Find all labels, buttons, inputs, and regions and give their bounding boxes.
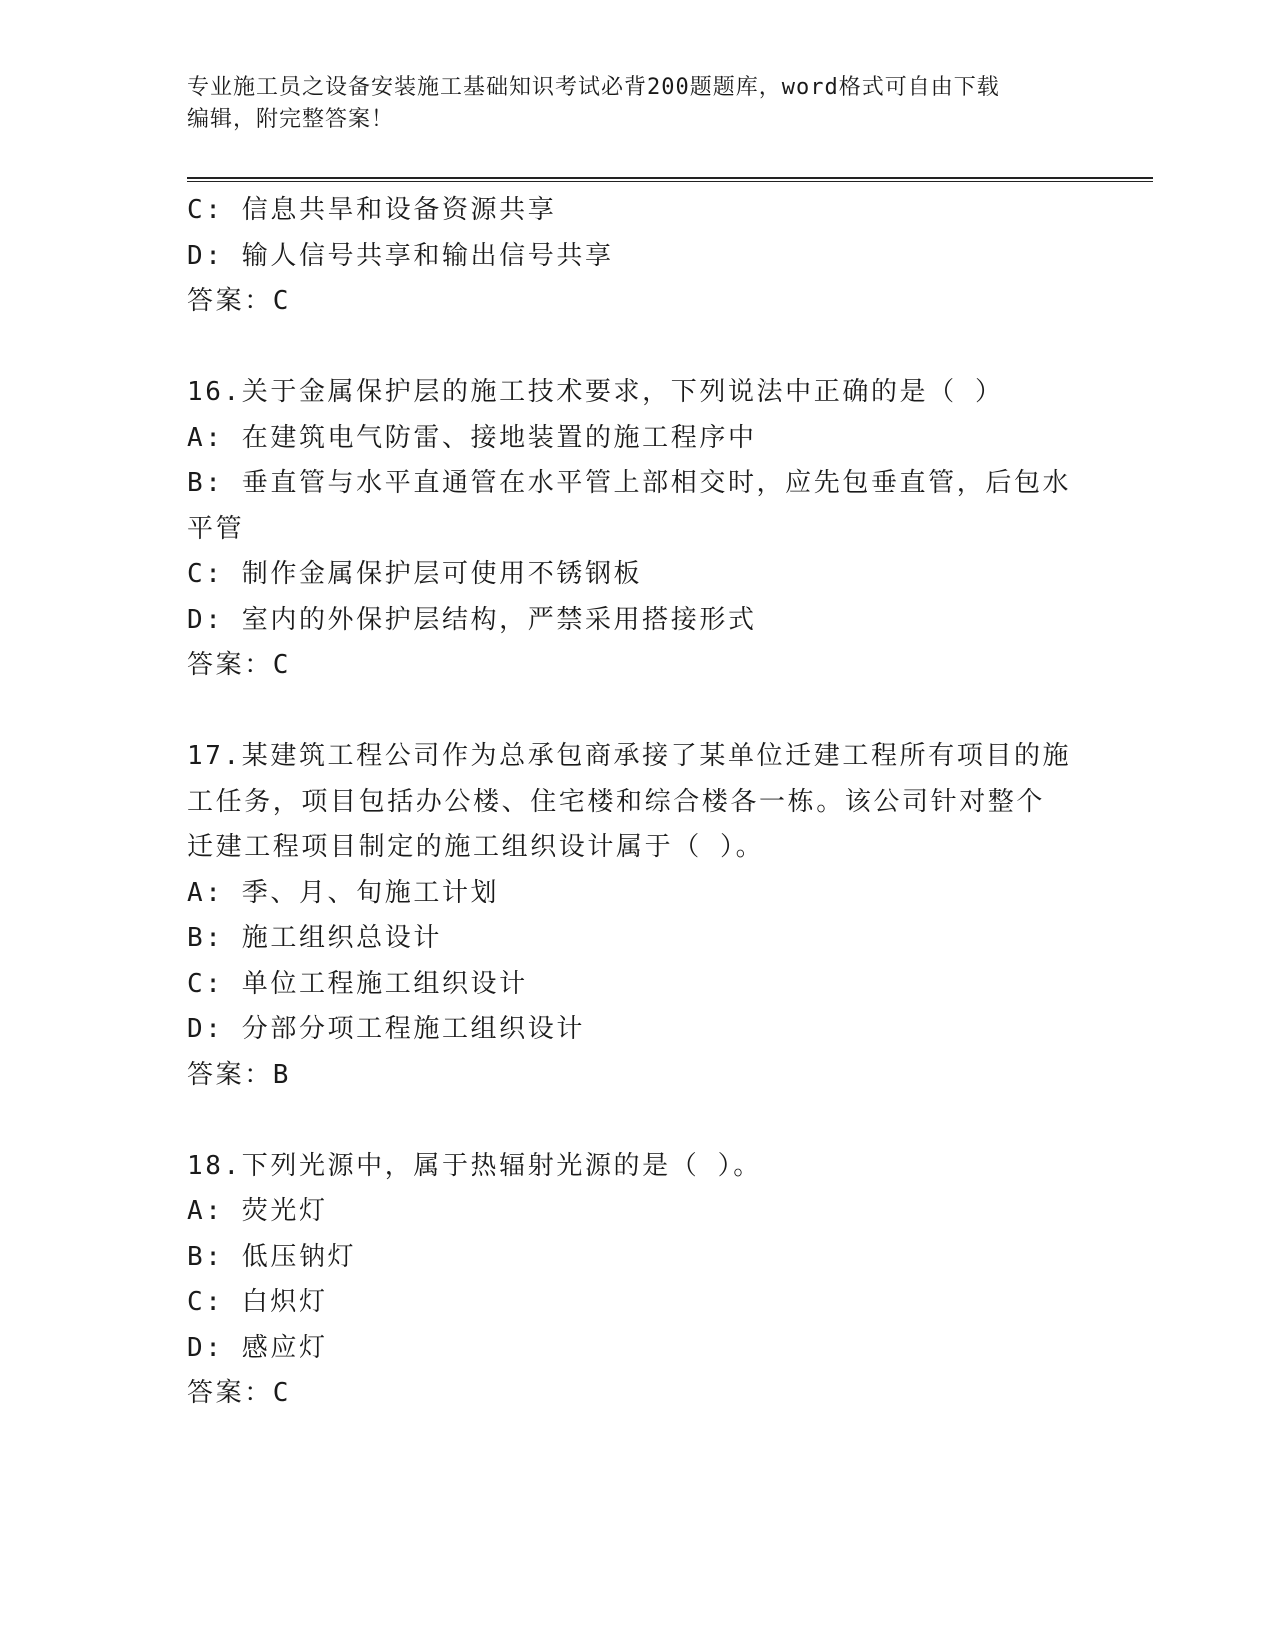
page-header <box>187 72 1067 136</box>
question-block-15 <box>187 188 1087 325</box>
option-c: C: 单位工程施工组织设计 <box>187 968 528 999</box>
option-b: B: 垂直管与水平直通管在水平管上部相交时，应先包垂直管，后包水 <box>187 468 1072 498</box>
option-b: B: 施工组织总设计 <box>187 923 442 953</box>
option-d: D: 输人信号共享和输出信号共享 <box>187 240 614 271</box>
header-title-line-2: 编辑，附完整答案！ <box>187 107 395 132</box>
answer-line: 答案：B <box>187 1059 292 1090</box>
option-d: D: 室内的外保护层结构，严禁采用搭接形式 <box>187 604 757 635</box>
question-text: 17.某建筑工程公司作为总承包商承接了某单位迁建工程所有项目的施 <box>187 741 1072 771</box>
question-text-continued: 迁建工程项目制定的施工组织设计属于（ ）。 <box>187 832 765 862</box>
option-b: B: 低压钠灯 <box>187 1241 357 1272</box>
question-text: 18.下列光源中，属于热辐射光源的是（ ）。 <box>187 1150 762 1181</box>
option-d: D: 感应灯 <box>187 1332 328 1363</box>
option-c: C: 制作金属保护层可使用不锈钢板 <box>187 559 643 589</box>
spacer <box>187 325 1087 371</box>
header-title-line-1: 专业施工员之设备安装施工基础知识考试必背200题题库，word格式可自由下载 <box>187 75 1000 100</box>
question-block-18 <box>187 1144 1087 1417</box>
spacer <box>187 1098 1087 1144</box>
option-d: D: 分部分项工程施工组织设计 <box>187 1014 585 1044</box>
option-a: A: 季、月、旬施工计划 <box>187 877 500 908</box>
option-c: C: 信息共旱和设备资源共享 <box>187 195 557 225</box>
question-block-17 <box>187 734 1087 1098</box>
question-text: 16.关于金属保护层的施工技术要求，下列说法中正确的是（ ） <box>187 377 1004 407</box>
option-b-continued: 平管 <box>187 513 245 544</box>
question-text-continued: 工任务，项目包括办公楼、住宅楼和综合楼各一栋。该公司针对整个 <box>187 786 1046 817</box>
answer-line: 答案：C <box>187 650 292 680</box>
spacer <box>187 689 1087 735</box>
option-a: A: 荧光灯 <box>187 1196 328 1226</box>
question-list <box>187 188 1087 1417</box>
option-c: C: 白炽灯 <box>187 1287 328 1317</box>
answer-line: 答案：C <box>187 286 292 316</box>
header-divider <box>187 177 1153 182</box>
question-block-16 <box>187 370 1087 689</box>
option-a: A: 在建筑电气防雷、接地装置的施工程序中 <box>187 422 757 453</box>
answer-line: 答案：C <box>187 1378 292 1408</box>
